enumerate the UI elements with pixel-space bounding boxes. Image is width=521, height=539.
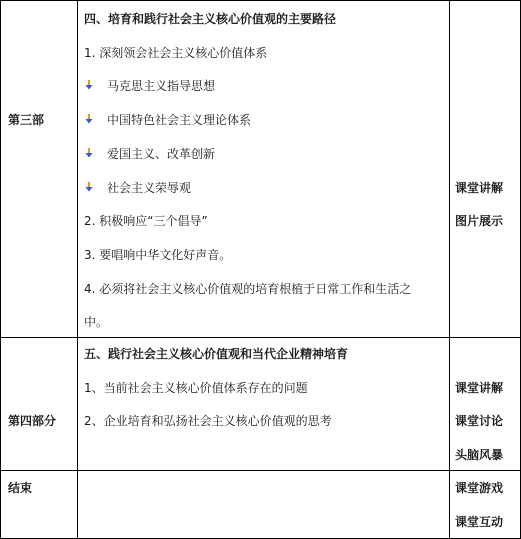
- arrow-bullet-icon: [85, 80, 93, 90]
- list-item: 中。: [84, 315, 109, 329]
- list-item: 社会主义荣辱观: [107, 181, 192, 195]
- list-item: 4. 必须将社会主义核心价值观的培育根植于日常工作和生活之: [84, 282, 412, 296]
- column-divider: [449, 0, 450, 539]
- teaching-method: 图片展示: [455, 214, 504, 228]
- arrow-bullet-icon: [85, 148, 93, 158]
- list-item: 3. 要唱响中华文化好声音。: [84, 248, 232, 262]
- list-item: 1. 深刻领会社会主义核心价值体系: [84, 46, 268, 60]
- section-label: 第三部: [8, 113, 45, 127]
- teaching-method: 头脑风暴: [455, 448, 504, 462]
- list-item: 1、当前社会主义核心价值体系存在的问题: [84, 381, 308, 395]
- list-item: 中国特色社会主义理论体系: [107, 113, 252, 127]
- table-border-left: [0, 0, 1, 539]
- teaching-method: 课堂游戏: [455, 481, 504, 495]
- table-border-top: [0, 0, 521, 1]
- section-label: 结束: [8, 481, 33, 495]
- teaching-method: 课堂讨论: [455, 414, 504, 428]
- section-title: 五、践行社会主义核心价值观和当代企业精神培育: [84, 347, 349, 361]
- row-divider: [0, 470, 521, 471]
- list-item: 马克思主义指导思想: [107, 79, 216, 93]
- column-divider: [77, 0, 78, 539]
- list-item: 2、企业培育和弘扬社会主义核心价值观的思考: [84, 414, 332, 428]
- list-item: 爱国主义、改革创新: [107, 147, 216, 161]
- arrow-bullet-icon: [85, 182, 93, 192]
- row-divider: [0, 337, 521, 338]
- section-label: 第四部分: [8, 414, 57, 428]
- teaching-method: 课堂互动: [455, 515, 504, 529]
- teaching-method: 课堂讲解: [455, 381, 504, 395]
- list-item: 2. 积极响应“三个倡导”: [84, 214, 208, 228]
- arrow-bullet-icon: [85, 114, 93, 124]
- teaching-method: 课堂讲解: [455, 181, 504, 195]
- section-title: 四、培育和践行社会主义核心价值观的主要路径: [84, 12, 337, 26]
